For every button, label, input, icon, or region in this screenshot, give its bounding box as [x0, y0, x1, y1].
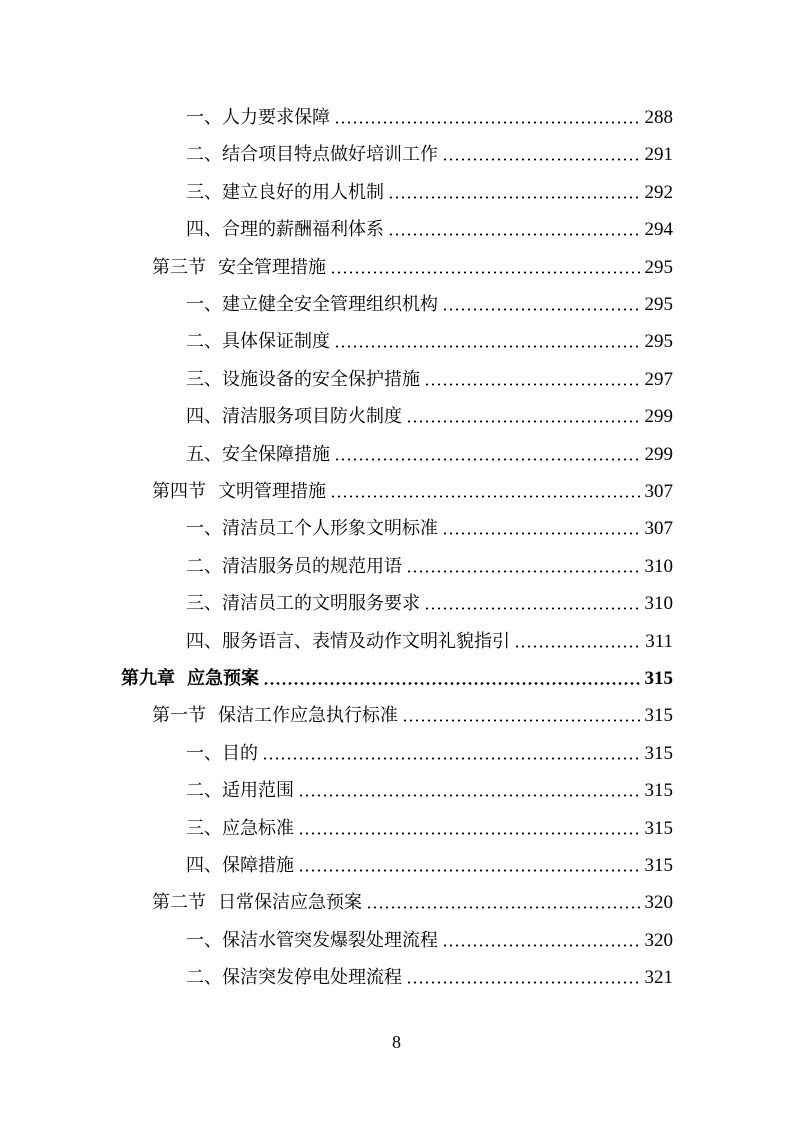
toc-dot-leader	[298, 794, 642, 797]
toc-entry-page: 310	[644, 593, 673, 614]
toc-entry-title: 服务语言、表情及动作文明礼貌指引	[222, 631, 510, 652]
toc-entry-title: 结合项目特点做好培训工作	[222, 144, 438, 165]
toc-entry-number: 一、	[186, 107, 222, 128]
toc-entry-number: 一、	[186, 743, 222, 764]
toc-entry-number: 二、	[186, 967, 222, 988]
toc-dot-leader	[424, 383, 642, 386]
toc-dot-leader	[388, 196, 642, 199]
toc-dot-leader	[424, 607, 642, 610]
toc-entry-number: 三、	[186, 182, 222, 203]
toc-dot-leader	[366, 906, 642, 909]
toc-entry-page: 295	[644, 331, 673, 352]
toc-dot-leader	[442, 944, 642, 947]
toc-entry-page: 288	[644, 107, 673, 128]
toc-entry-number: 第二节	[152, 892, 206, 913]
toc-entry	[186, 736, 673, 772]
toc-entry-title: 合理的薪酬福利体系	[222, 219, 384, 240]
toc-entry-number: 第三节	[152, 257, 206, 278]
toc-entry-title: 清洁服务项目防火制度	[222, 406, 402, 427]
toc-dot-leader	[334, 345, 642, 348]
toc-entry	[186, 437, 673, 473]
toc-entry	[186, 212, 673, 248]
toc-entry	[186, 586, 673, 622]
toc-entry	[186, 175, 673, 211]
toc-entry-title: 人力要求保障	[222, 107, 330, 128]
toc-entry-page: 307	[644, 481, 673, 502]
toc-entry-title: 建立良好的用人机制	[222, 182, 384, 203]
toc-entry-title: 安全保障措施	[222, 444, 330, 465]
toc-entry	[186, 773, 673, 809]
toc-entry-page: 315	[644, 818, 673, 839]
toc-entry-page: 315	[644, 668, 673, 689]
toc-entry-title: 文明管理措施	[218, 481, 326, 502]
toc-entry	[121, 661, 673, 697]
toc-entry-title: 保洁工作应急执行标准	[218, 705, 398, 726]
toc-dot-leader	[514, 645, 642, 648]
toc-entry	[186, 848, 673, 884]
toc-entry-number: 三、	[186, 369, 222, 390]
toc-entry	[186, 362, 673, 398]
toc-entry-page: 295	[644, 294, 673, 315]
toc-entry	[186, 960, 673, 996]
toc-entry-page: 315	[644, 855, 673, 876]
toc-dot-leader	[402, 719, 642, 722]
toc-entry-page: 292	[644, 182, 673, 203]
toc-entry-title: 保障措施	[222, 855, 294, 876]
toc-dot-leader	[263, 682, 642, 685]
toc-entry	[152, 698, 673, 734]
toc-entry-page: 299	[644, 406, 673, 427]
toc-entry	[186, 399, 673, 435]
toc-entry-page: 307	[644, 518, 673, 539]
toc-entry-title: 清洁服务员的规范用语	[222, 556, 402, 577]
toc-entry-number: 一、	[186, 294, 222, 315]
toc-entry	[186, 100, 673, 136]
toc-entry-number: 二、	[186, 780, 222, 801]
toc-entry-number: 二、	[186, 556, 222, 577]
toc-entry-title: 建立健全安全管理组织机构	[222, 294, 438, 315]
toc-dot-leader	[298, 832, 642, 835]
toc-entry-title: 应急标准	[222, 818, 294, 839]
toc-entry-page: 299	[644, 444, 673, 465]
toc-entry-page: 310	[644, 556, 673, 577]
toc-dot-leader	[262, 757, 642, 760]
toc-dot-leader	[442, 308, 642, 311]
toc-entry-title: 日常保洁应急预案	[218, 892, 362, 913]
toc-entry-number: 第四节	[152, 481, 206, 502]
toc-entry-number: 四、	[186, 855, 222, 876]
toc-dot-leader	[442, 158, 642, 161]
toc-dot-leader	[442, 532, 642, 535]
toc-entry-title: 保洁突发停电处理流程	[222, 967, 402, 988]
toc-entry	[186, 923, 673, 959]
toc-entry	[152, 474, 673, 510]
toc-entry-page: 320	[644, 930, 673, 951]
toc-dot-leader	[406, 981, 642, 984]
toc-entry	[186, 287, 673, 323]
toc-entry-title: 应急预案	[187, 668, 259, 689]
toc-entry-number: 第九章	[121, 668, 175, 689]
toc-entry-title: 安全管理措施	[218, 257, 326, 278]
toc-dot-leader	[406, 420, 642, 423]
toc-entry	[152, 885, 673, 921]
page-number: 8	[392, 1032, 401, 1052]
toc-entry-number: 一、	[186, 930, 222, 951]
toc-entry-number: 四、	[186, 406, 222, 427]
toc-entry	[186, 137, 673, 173]
toc-entry	[152, 250, 673, 286]
toc-entry	[186, 324, 673, 360]
toc-entry-page: 315	[644, 780, 673, 801]
toc-entry-number: 二、	[186, 331, 222, 352]
toc-dot-leader	[406, 570, 642, 573]
toc-entry-page: 295	[644, 257, 673, 278]
toc-entry	[186, 511, 673, 547]
toc-entry-page: 321	[644, 967, 673, 988]
toc-entry-title: 适用范围	[222, 780, 294, 801]
toc-dot-leader	[298, 869, 642, 872]
toc-entry	[186, 549, 673, 585]
toc-entry-page: 315	[644, 705, 673, 726]
toc-entry-page: 297	[644, 369, 673, 390]
toc-entry-page: 315	[644, 743, 673, 764]
toc-entry-title: 清洁员工个人形象文明标准	[222, 518, 438, 539]
toc-entry-number: 第一节	[152, 705, 206, 726]
toc-entry-number: 四、	[186, 631, 222, 652]
toc-entry-title: 目的	[222, 743, 258, 764]
toc-dot-leader	[334, 458, 642, 461]
toc-entry	[186, 811, 673, 847]
toc-entry-title: 设施设备的安全保护措施	[222, 369, 420, 390]
toc-entry-number: 二、	[186, 144, 222, 165]
toc-entry	[186, 624, 673, 660]
toc-dot-leader	[334, 121, 642, 124]
toc-dot-leader	[388, 233, 642, 236]
toc-entry-number: 三、	[186, 593, 222, 614]
toc-entry-number: 三、	[186, 818, 222, 839]
toc-entry-page: 311	[645, 631, 673, 652]
toc-entry-page: 294	[644, 219, 673, 240]
toc-dot-leader	[330, 271, 642, 274]
toc-dot-leader	[330, 495, 642, 498]
toc-entry-title: 具体保证制度	[222, 331, 330, 352]
toc-entry-title: 保洁水管突发爆裂处理流程	[222, 930, 438, 951]
toc-entry-title: 清洁员工的文明服务要求	[222, 593, 420, 614]
toc-entry-number: 四、	[186, 219, 222, 240]
toc-entry-number: 一、	[186, 518, 222, 539]
toc-entry-number: 五、	[186, 444, 222, 465]
toc-entry-page: 291	[644, 144, 673, 165]
toc-entry-page: 320	[644, 892, 673, 913]
